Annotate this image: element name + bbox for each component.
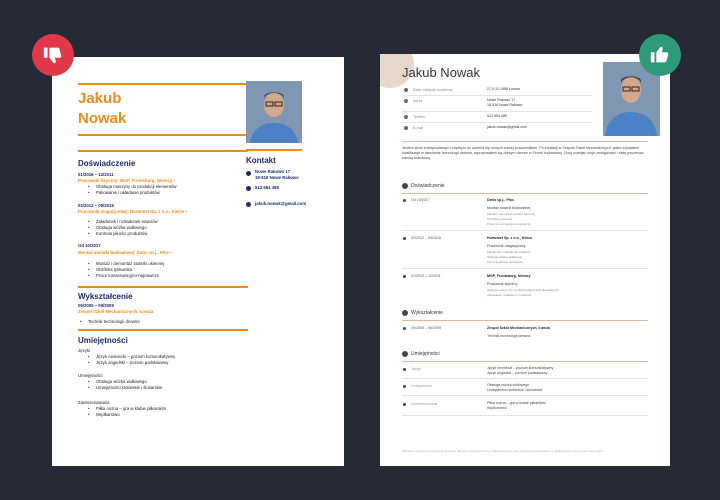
languages-label: Języki (78, 348, 90, 353)
timeline-dot (403, 368, 406, 371)
rule (402, 230, 648, 231)
rule (402, 193, 648, 194)
skill-line: Wędkarstwo (487, 406, 507, 410)
job-date: Od 10/2017 (78, 243, 101, 248)
job-detail: Montaż i demontaż stolarki okiennej (487, 212, 535, 216)
profile-photo (246, 81, 302, 143)
edu-list (88, 319, 140, 325)
timeline-dot (403, 237, 406, 240)
skill-line: Język niemiecki – poziom komunikatywny (487, 366, 554, 370)
phone-icon (246, 186, 251, 191)
rule (402, 395, 648, 396)
job-title: Hurtomet Sp. z o.o., Kielce (487, 236, 533, 240)
job-duties (96, 219, 158, 237)
skills-heading: Umiejętności (411, 351, 440, 357)
rule (78, 329, 248, 331)
good-cv-example (380, 54, 670, 466)
list-item: • Obsługa maszyny do produkcji elementów (96, 184, 177, 190)
list-item: • Język niemiecki – poziom komunikatywny (96, 354, 175, 360)
experience-heading: Doświadczenie (78, 159, 136, 168)
job-org: Pracownik magazynowy: Hurtomet Sp. z o.o., Kielce • (78, 209, 187, 214)
skills-heading: Umiejętności (78, 336, 128, 345)
timeline-dot (403, 327, 406, 330)
edu-date: 09/2005 – 06/2009 (411, 326, 441, 330)
edu-sub: Technik technologii drewna (487, 334, 531, 338)
cv-last-name: Nowak (78, 110, 127, 127)
info-label: Telefon (413, 115, 425, 119)
rule (402, 268, 648, 269)
job-sub: Montaż stolarki budowlanej (487, 206, 531, 210)
cv-name: Jakub Nowak (402, 65, 481, 80)
skill-line: Piłka nożna – gra w klubie piłkarskim (487, 401, 546, 405)
edu-org: Zespół Szkół Mechanicznych, Łomża (78, 309, 154, 314)
email-icon (246, 202, 251, 207)
job-detail: obsługa maszyn do produkcji elementów drewnianych (487, 288, 559, 292)
location-icon (404, 99, 408, 103)
info-label: Data i miejsce urodzenia (413, 88, 453, 92)
rule (402, 378, 648, 379)
job-duties (96, 261, 164, 279)
job-detail: Załadunek i rozładunek towarów (487, 250, 531, 254)
info-value: 27.0.31.1988 Łomża (487, 87, 520, 91)
education-heading: Wykształcenie (78, 292, 133, 301)
list-item: • Wędkarstwo (96, 412, 166, 418)
phone-icon (404, 115, 408, 119)
languages-list (96, 354, 175, 366)
thumbs-down-icon (42, 44, 64, 66)
list-item: • Załadunek i rozładunek towarów (96, 219, 158, 225)
info-value: jakub.nowak@gmail.com (487, 125, 528, 129)
job-date: 02/2012 – 09/2016 (411, 236, 441, 240)
cv-summary: Jestem silnie zmotywowanym i chętnym do uczenia się nowych rzeczy pracownikiem. Po edukacji w Zespole Szkół Mechanicznych, gdzie uzyskałem kwalifikacje w dziedzinie technologii drewna, zapracowałem się dobrym okresie w Firmie budowlanej. Chcę rozwijać moje umiejętności i dalej poszerzać wiedzę branżową. (402, 146, 644, 160)
skill-line: Obsługa wózka widłowego (487, 383, 530, 387)
edu-date: 09/2005 – 06/2009 (78, 303, 114, 308)
list-item: • Obsługa wózka widłowego (96, 379, 162, 385)
job-detail: Obsługa wózka widłowego (487, 255, 523, 259)
address-line1: Nowe Rakowo 17 (255, 169, 291, 174)
job-detail: Kontrola jakości produktów (487, 260, 523, 264)
job-sub: Pracownik magazynowy (487, 244, 526, 248)
location-icon (246, 171, 251, 176)
job-detail: Prace konserwacyjno-naprawcze (487, 222, 532, 226)
thumbs-down-badge (32, 34, 74, 76)
job-date: 01/2016 – 12/2011 (78, 172, 114, 177)
rule (78, 134, 248, 136)
job-org: Pracownik fizyczny: MGP, Frontsburg, Niemcy • (78, 178, 175, 183)
job-date: 01/2010 – 12/2011 (411, 274, 441, 278)
list-item: • Język angielski – poziom podstawowy (96, 360, 175, 366)
rule (402, 122, 592, 123)
rule (78, 286, 248, 288)
job-detail: pakowanie i układanie produktów (487, 293, 532, 297)
edu-title: Zespół Szkół Mechanicznych, Łomża (487, 326, 550, 330)
experience-heading: Doświadczenie (411, 183, 445, 189)
calendar-icon (404, 88, 408, 92)
skill-line: Język angielski – poziom podstawowy (487, 371, 548, 375)
rule (78, 83, 248, 85)
address-line2: 18-516 Nowe Rakowo (255, 175, 299, 180)
job-org: Montaż stolarki budowlanej: Dario sp.j., Płoc • (78, 250, 172, 255)
timeline-dot (403, 199, 406, 202)
list-item: • Umiejętności stolarskie i ślusarskie (96, 385, 162, 391)
job-sub: Pracownik fizyczny (487, 282, 518, 286)
cv-first-name: Jakub (78, 90, 122, 107)
interests-list (96, 406, 166, 418)
info-value: 512 654 489 (487, 114, 507, 118)
education-heading: Wykształcenie (411, 310, 443, 316)
job-title: MGP, Frontsburg, Niemcy (487, 274, 531, 278)
briefcase-icon (402, 183, 408, 189)
rule (402, 415, 648, 416)
list-item: • Montaż i demontaż stolarki okiennej (96, 261, 164, 267)
abilities-list (96, 379, 162, 391)
skill-label: Umiejętności (411, 384, 432, 388)
bad-cv-example (52, 57, 344, 466)
timeline-dot (403, 275, 406, 278)
job-title: Dario sp.j., Płoc (487, 198, 514, 202)
list-item: • Obróbka tynkarska (96, 267, 164, 273)
info-label: E-mail (413, 126, 424, 130)
rule (402, 320, 648, 321)
list-item: • Pakowanie i układanie produktów (96, 190, 177, 196)
info-value: Nowe Rakowo 17 (487, 98, 516, 102)
email-icon (404, 126, 408, 130)
skill-label: Zainteresowania (411, 402, 438, 406)
interests-label: Zainteresowania (78, 400, 110, 405)
email: jakub.nowak@gmail.com (255, 201, 307, 206)
list-item: • Piłka nożna – gra w klubie piłkarskim (96, 406, 166, 412)
skill-line: Umiejętności stolarskie i ślusarskie (487, 388, 543, 392)
rule (402, 141, 648, 142)
thumbs-up-badge (639, 34, 681, 76)
thumbs-up-icon (649, 44, 671, 66)
abilities-label: Umiejętności (78, 373, 103, 378)
rule (246, 149, 302, 151)
job-date: Od 10/2017 (411, 198, 430, 202)
graduation-cap-icon (402, 310, 408, 316)
job-date: 02/2012 – 09/2016 (78, 203, 114, 208)
timeline-dot (403, 403, 406, 406)
rule (402, 111, 592, 112)
list-item: • Prace konserwacyjno-naprawcze (96, 273, 164, 279)
list-item: • Kontrola jakości produktów (96, 231, 158, 237)
timeline-dot (403, 385, 406, 388)
contact-heading: Kontakt (246, 156, 276, 165)
job-duties (96, 184, 177, 196)
rule (402, 95, 592, 96)
list-item: • Technik technologii drewna (88, 319, 140, 325)
phone: 513 654 489 (255, 185, 279, 190)
gdpr-footer: Wyrażam zgodę na przetwarzanie moich danych osobowych przez Jakub Nowak w celu prowadzenia rekrutacji na aplikowane przeze mnie stanowisko. (402, 449, 604, 453)
list-item: • Obsługa wózka widłowego (96, 225, 158, 231)
info-value: 18-516 Nowe Rakowo (487, 103, 523, 107)
info-label: Adres (413, 99, 423, 103)
rule (402, 361, 648, 362)
job-detail: Obróbka tynkarska (487, 217, 513, 221)
skill-label: Języki (411, 367, 421, 371)
skills-icon (402, 351, 408, 357)
rule (78, 150, 248, 152)
